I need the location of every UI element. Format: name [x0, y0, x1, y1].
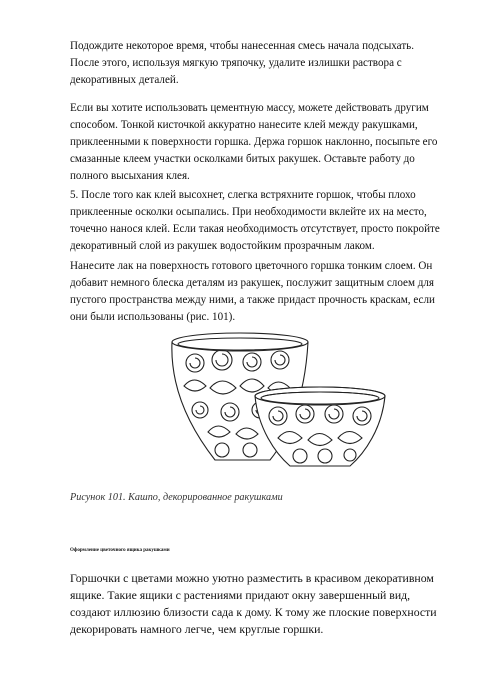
figure-shell-decorated-pots — [160, 328, 390, 473]
figure-caption-label: Рисунок 101. — [70, 492, 126, 503]
final-paragraph: Горшочки с цветами можно уютно разместить в красивом декоративном ящике. Такие ящики с растениями придают окну завершенный вид, создают иллюзию близости сада к дому. К тому же плоские поверхности декорировать намного легче, чем круглые горшки. — [70, 571, 437, 636]
figure-caption — [70, 492, 283, 503]
figure-caption-text: Кашпо, декорированное ракушками — [128, 492, 283, 503]
paragraph-4: Нанесите лак на поверхность готового цветочного горшка тонким слоем. Он добавит немного блеска деталям из ракушек, послужит защитным слоем для пустого пространства между ними, а также придаст прочность краскам, если они были использованы (рис. 101). — [70, 260, 435, 323]
paragraph-2: Если вы хотите использовать цементную массу, можете действовать другим способом. Тонкой кисточкой аккуратно нанесите клей между ракушками, приклеенными к поверхности горшка. Держа горшок наклонно, посыпьте его смазанные клеем участки осколками битых ракушек. Оставьте работу до полного высыхания клея. — [70, 102, 438, 182]
shell-pots-illustration — [160, 328, 390, 473]
paragraph-3: 5. После того как клей высохнет, слегка встряхните горшок, чтобы плохо приклеенные осколки осыпались. При необходимости вклейте их на место, точечно нанося клей. Если такая необходимость отсутствует, просто покройте декоративный слой из ракушек водостойким прозрачным лаком. — [70, 189, 440, 252]
paragraph-1: Подождите некоторое время, чтобы нанесенная смесь начала подсыхать. После этого, используя мягкую тряпочку, удалите излишки раствора с декоративных деталей. — [70, 40, 414, 86]
section-heading: Оформление цветочного ящика ракушками — [70, 548, 170, 553]
small-pot-body — [255, 396, 385, 466]
